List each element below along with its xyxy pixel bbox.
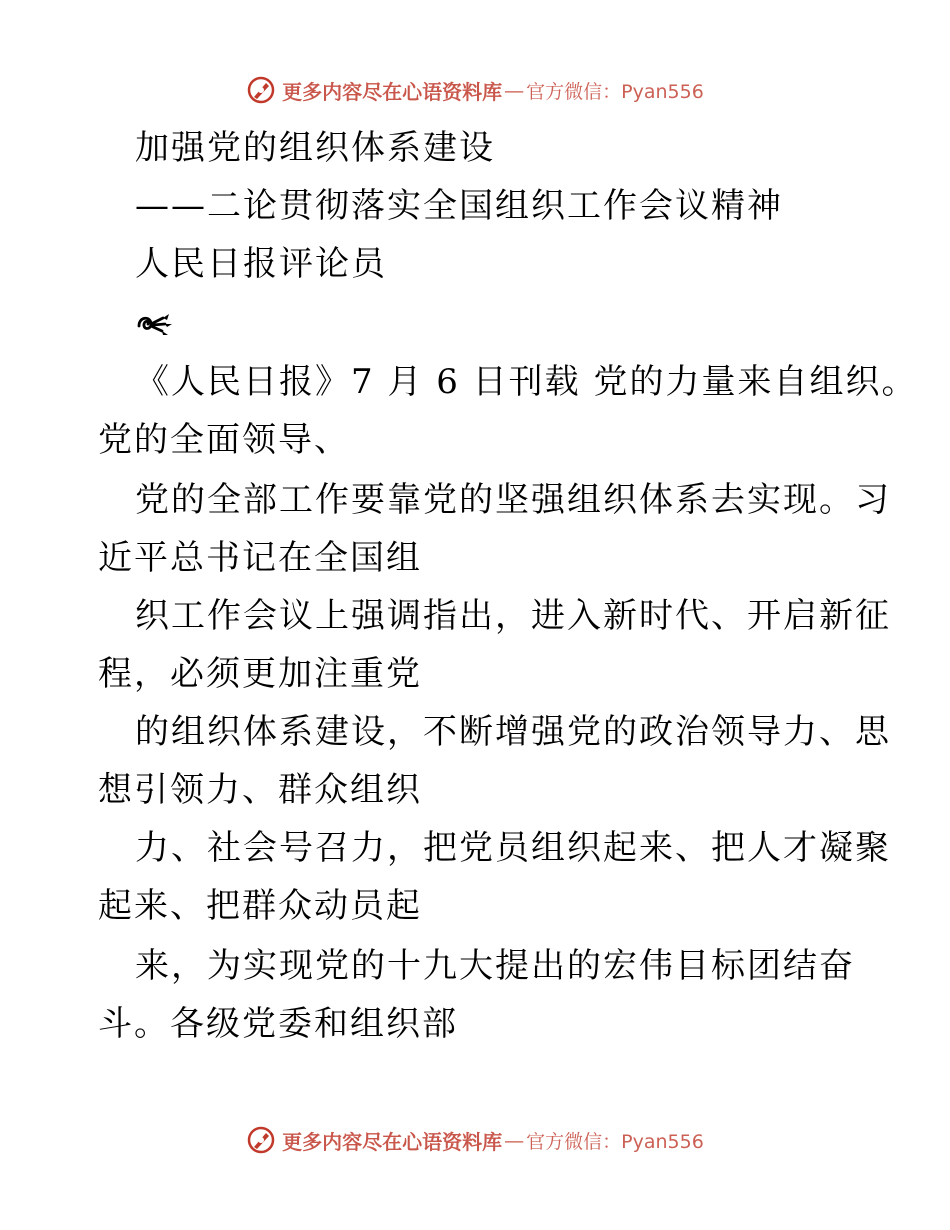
watermark-wechat: 官方微信：Pyan556	[526, 1130, 704, 1153]
body-line: 斗。各级党委和组织部	[98, 1004, 458, 1044]
body-line: 织工作会议上强调指出，进入新时代、开启新征	[135, 596, 891, 636]
article-subtitle: ——二论贯彻落实全国组织工作会议精神	[135, 186, 783, 226]
body-line: 想引领力、群众组织	[98, 770, 422, 810]
body-line: 的组织体系建设，不断增强党的政治领导力、思	[135, 712, 891, 752]
body-line: 力、社会号召力，把党员组织起来、把人才凝聚	[135, 828, 891, 868]
pen-logo-icon	[246, 1125, 276, 1155]
watermark-text: 更多内容尽在心语资料库	[282, 79, 503, 104]
body-line: 起来、把群众动员起	[98, 886, 422, 926]
watermark-separator: —	[504, 1128, 525, 1152]
watermark-separator: —	[504, 78, 525, 102]
watermark-text: 更多内容尽在心语资料库	[282, 1129, 503, 1154]
watermark-wechat: 官方微信：Pyan556	[526, 80, 704, 103]
body-line: 《人民日报》7 月 6 日刊载 党的力量来自组织。	[135, 362, 918, 402]
article-title: 加强党的组织体系建设	[135, 128, 495, 168]
body-line: 近平总书记在全国组	[98, 538, 422, 578]
rosette-ornament-icon	[135, 308, 175, 338]
body-line: 党的全部工作要靠党的坚强组织体系去实现。习	[135, 480, 891, 520]
pen-logo-icon	[246, 75, 276, 105]
body-line: 程，必须更加注重党	[98, 654, 422, 694]
header-watermark	[0, 70, 950, 110]
footer-watermark	[0, 1120, 950, 1160]
article-author: 人民日报评论员	[135, 244, 387, 284]
body-line: 党的全面领导、	[98, 420, 350, 460]
body-line: 来，为实现党的十九大提出的宏伟目标团结奋	[135, 946, 855, 986]
